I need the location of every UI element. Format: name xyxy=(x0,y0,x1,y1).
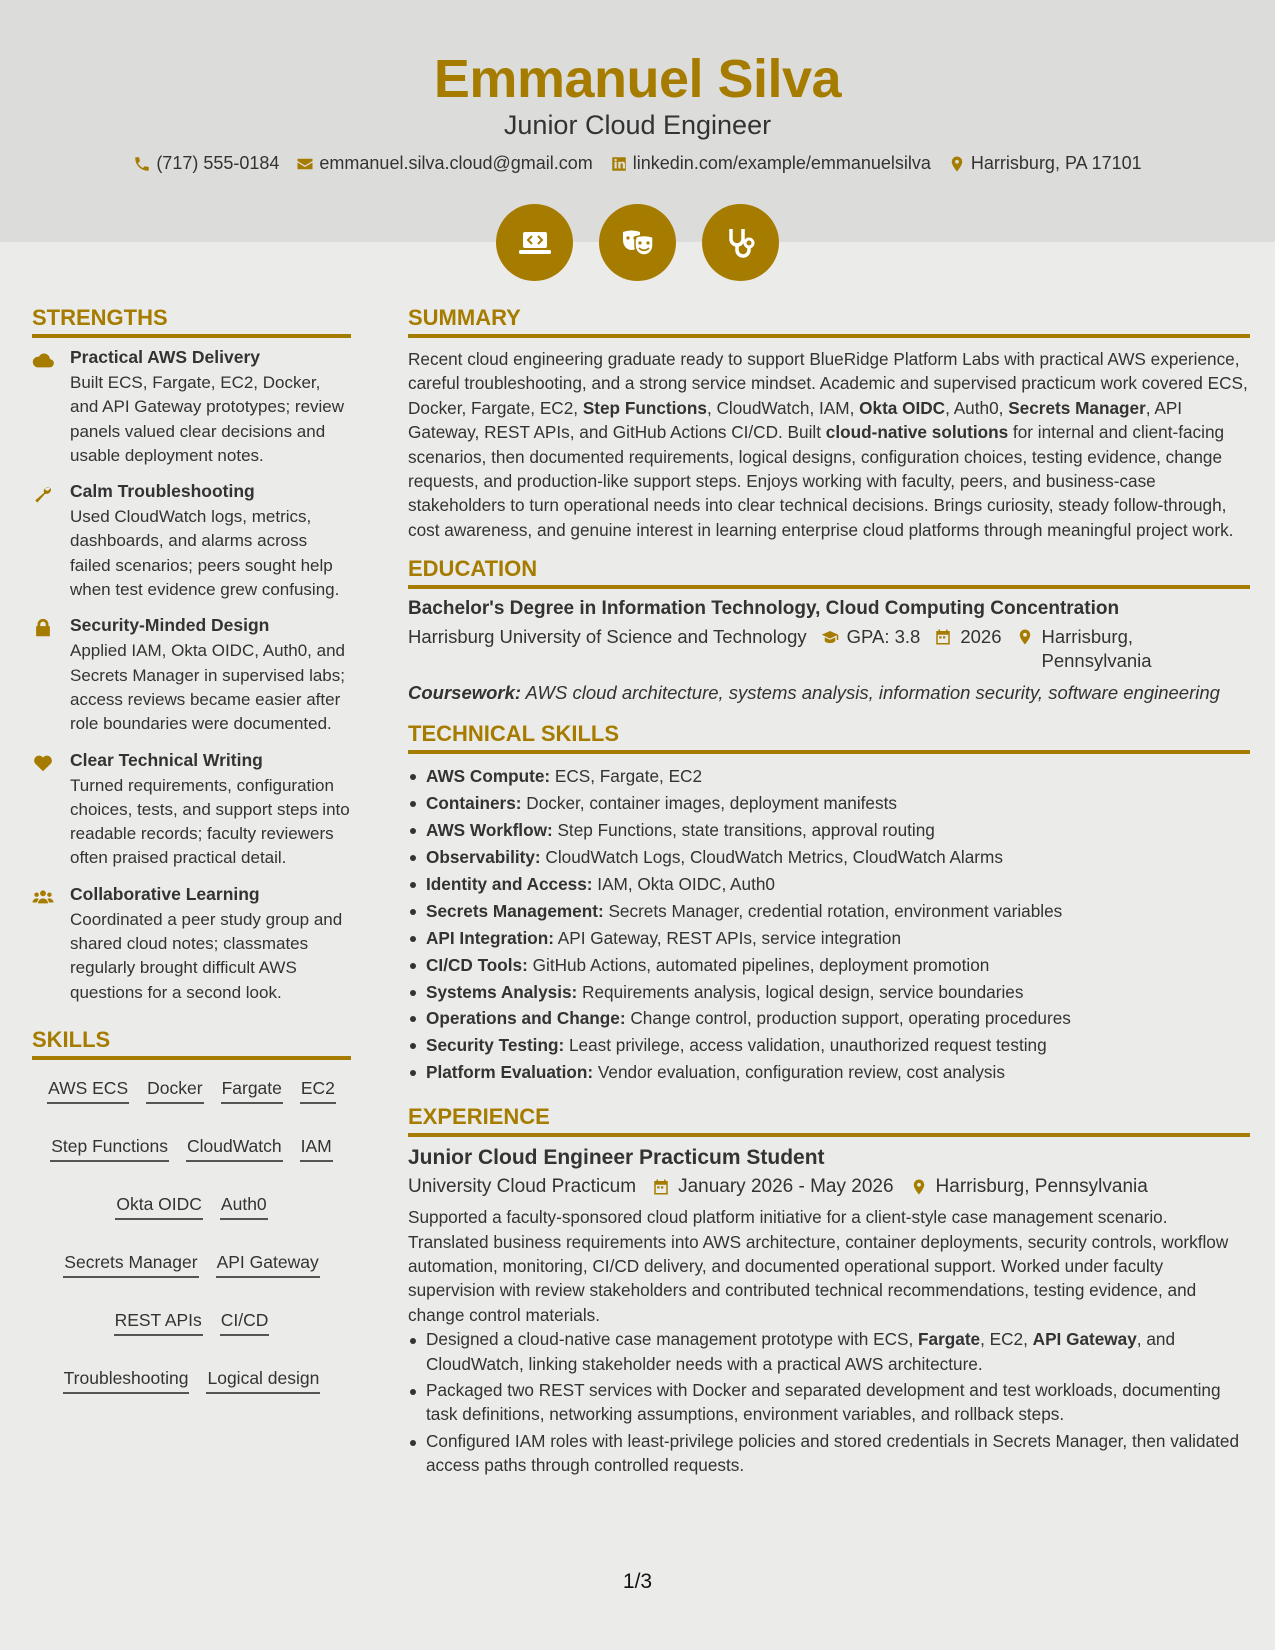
contact-email[interactable] xyxy=(296,153,592,174)
skill-tag: Fargate xyxy=(221,1076,283,1104)
contact-email-text: emmanuel.silva.cloud@gmail.com xyxy=(319,153,593,173)
gpa-text: GPA: 3.8 xyxy=(846,626,921,648)
summary-text xyxy=(408,347,1250,542)
contact-phone-text: (717) 555-0184 xyxy=(156,153,280,173)
skill-tag: IAM xyxy=(300,1134,333,1162)
calendar-icon xyxy=(934,628,952,646)
skill-tag: Step Functions xyxy=(50,1134,169,1162)
bullet-bold: Fargate xyxy=(918,1329,981,1350)
list-item xyxy=(408,925,1250,952)
skills-tags xyxy=(32,1072,351,1398)
skill-tag: Auth0 xyxy=(220,1192,268,1220)
school-location xyxy=(1016,625,1152,673)
list-item xyxy=(408,871,1250,898)
map-pin-icon xyxy=(1016,628,1034,646)
page-indicator: 1/3 xyxy=(622,1570,653,1593)
laptop-code-icon xyxy=(496,204,573,281)
strength-text: Built ECS, Fargate, EC2, Docker, and API Gateway prototypes; review panels valued clear decisions and usable deployment notes. xyxy=(70,373,345,465)
skill-values: API Gateway, REST APIs, service integration xyxy=(557,927,902,948)
candidate-name: Emmanuel Silva xyxy=(433,49,842,109)
strength-item xyxy=(32,481,351,602)
right-column xyxy=(408,305,1250,1480)
skill-tag: AWS ECS xyxy=(47,1076,129,1104)
summary-segment: Recent cloud engineering graduate ready to support BlueRidge Platform Labs with practical AWS experience, careful troubleshooting, and a strong service mindset. Academic and supervised practicum work covered ECS, Docker, Fargate, EC2, xyxy=(408,349,1248,418)
skill-values: Change control, production support, operating procedures xyxy=(630,1008,1071,1029)
summary-segment: , Auth0, xyxy=(945,397,1009,418)
skill-values: Vendor evaluation, configuration review, cost analysis xyxy=(597,1062,1005,1083)
job-dates-text: January 2026 - May 2026 xyxy=(678,1176,894,1198)
skill-values: CloudWatch Logs, CloudWatch Metrics, CloudWatch Alarms xyxy=(545,846,1003,867)
list-item xyxy=(408,1032,1250,1059)
list-item xyxy=(408,763,1250,790)
skill-values: ECS, Fargate, EC2 xyxy=(554,766,703,787)
skill-values: IAM, Okta OIDC, Auth0 xyxy=(597,873,775,894)
contact-location-text: Harrisburg, PA 17101 xyxy=(970,153,1142,173)
summary-bold: Secrets Manager xyxy=(1008,397,1146,418)
coursework-text: AWS cloud architecture, systems analysis, information security, software engineering xyxy=(525,682,1220,704)
technical-skills-list xyxy=(408,763,1250,1086)
bullet-bold: API Gateway xyxy=(1032,1329,1137,1350)
location-line-2: Pennsylvania xyxy=(1041,650,1152,672)
list-item xyxy=(408,1429,1250,1478)
bullet-segment: Configured IAM roles with least-privilege policies and stored credentials in Secrets Manager, then validated access paths through controlled requests. xyxy=(426,1430,1240,1476)
skill-values: Step Functions, state transitions, approval routing xyxy=(557,820,935,841)
map-pin-icon xyxy=(910,1178,928,1196)
left-column xyxy=(32,305,351,1398)
skills-heading: SKILLS xyxy=(32,1027,351,1060)
list-item xyxy=(408,844,1250,871)
strength-title: Calm Troubleshooting xyxy=(70,481,255,502)
theater-masks-icon xyxy=(599,204,676,281)
skill-category: Observability: xyxy=(426,846,541,867)
strength-title: Security-Minded Design xyxy=(70,615,270,636)
list-item xyxy=(408,1005,1250,1032)
skill-values: Docker, container images, deployment manifests xyxy=(526,793,897,814)
summary-bold: cloud-native solutions xyxy=(825,422,1009,443)
skill-values: GitHub Actions, automated pipelines, deployment promotion xyxy=(532,954,990,975)
summary-segment: , CloudWatch, IAM, xyxy=(706,397,860,418)
map-pin-icon xyxy=(948,155,966,173)
graduation-cap-icon xyxy=(821,628,839,646)
lock-icon xyxy=(32,615,56,736)
list-item xyxy=(408,790,1250,817)
summary-bold: Step Functions xyxy=(582,397,707,418)
strength-item xyxy=(32,615,351,736)
calendar-icon xyxy=(652,1178,670,1196)
strength-title: Collaborative Learning xyxy=(70,883,260,904)
skill-category: Security Testing: xyxy=(426,1035,565,1056)
job-org: University Cloud Practicum xyxy=(408,1176,637,1198)
skill-tag: Logical design xyxy=(206,1366,320,1394)
wrench-icon xyxy=(32,481,56,602)
phone-icon xyxy=(133,155,151,173)
skill-category: Systems Analysis: xyxy=(426,981,578,1002)
job-meta xyxy=(408,1176,1250,1198)
list-item xyxy=(408,1327,1250,1376)
interest-badges xyxy=(0,204,1275,281)
strength-item xyxy=(32,750,351,871)
education-heading: EDUCATION xyxy=(408,556,1250,589)
skill-category: Secrets Management: xyxy=(426,900,604,921)
list-item xyxy=(408,979,1250,1006)
list-item xyxy=(408,817,1250,844)
candidate-role: Junior Cloud Engineer xyxy=(503,110,772,140)
summary-heading: SUMMARY xyxy=(408,305,1250,338)
envelope-icon xyxy=(296,155,314,173)
strength-title: Clear Technical Writing xyxy=(70,749,263,770)
skill-category: AWS Compute: xyxy=(426,766,551,787)
strength-text: Used CloudWatch logs, metrics, dashboards, and alarms across failed scenarios; peers sought help when test evidence grew confusing. xyxy=(70,507,340,600)
summary-segment: , API Gateway, REST APIs, and GitHub Actions CI/CD. Built xyxy=(408,397,1183,443)
list-item xyxy=(408,898,1250,925)
strength-text: Turned requirements, configuration choices, tests, and support steps into readable records; faculty reviewers often praised practical detail. xyxy=(70,775,350,868)
contact-location xyxy=(948,153,1142,174)
bullet-segment: Designed a cloud-native case management prototype with ECS, xyxy=(426,1329,919,1350)
list-item xyxy=(408,1059,1250,1086)
skill-values: Least privilege, access validation, unauthorized request testing xyxy=(568,1035,1047,1056)
cloud-icon xyxy=(32,347,56,468)
linkedin-icon xyxy=(610,155,628,173)
skill-category: API Integration: xyxy=(426,927,554,948)
contact-linkedin[interactable] xyxy=(610,153,931,174)
strengths-heading: STRENGTHS xyxy=(32,305,351,338)
experience-heading: EXPERIENCE xyxy=(408,1104,1250,1137)
list-item xyxy=(408,952,1250,979)
job-description: Supported a faculty-sponsored cloud platform initiative for a client-style case management scenario. Translated business requirements into AWS architecture, container deployments, security controls, workflow automation, monitoring, CI/CD delivery, and documented operational support. Worked under faculty supervision with review stakeholders and contributed technical recommendations, testing evidence, and change control materials. xyxy=(408,1207,1229,1325)
contact-bar xyxy=(0,153,1275,174)
job-location xyxy=(910,1176,1148,1198)
skill-category: Containers: xyxy=(426,793,522,814)
job-location-text: Harrisburg, Pennsylvania xyxy=(935,1176,1148,1198)
school-meta xyxy=(408,625,1250,673)
list-item xyxy=(408,1378,1250,1427)
gpa xyxy=(821,625,921,673)
job-bullets xyxy=(408,1327,1250,1477)
skill-values: Secrets Manager, credential rotation, environment variables xyxy=(608,900,1063,921)
skill-category: Operations and Change: xyxy=(426,1008,626,1029)
summary-bold: Okta OIDC xyxy=(859,397,946,418)
skill-values: Requirements analysis, logical design, service boundaries xyxy=(582,981,1024,1002)
grad-year xyxy=(934,625,1001,673)
skill-category: CI/CD Tools: xyxy=(426,954,528,975)
skill-tag: Troubleshooting xyxy=(63,1366,190,1394)
skill-tag: REST APIs xyxy=(114,1308,203,1336)
skill-tag: EC2 xyxy=(300,1076,336,1104)
bullet-segment: , and CloudWatch, linking stakeholder needs with a practical AWS architecture. xyxy=(426,1329,1176,1374)
bullet-segment: Packaged two REST services with Docker and separated development and test workloads, documenting task definitions, networking assumptions, environment variables, and rollback steps. xyxy=(426,1379,1221,1425)
skill-tag: Docker xyxy=(146,1076,203,1104)
coursework xyxy=(408,681,1250,705)
school-location-text xyxy=(1042,625,1152,673)
strength-text: Coordinated a peer study group and shared cloud notes; classmates regularly brought difficult AWS questions for a second look. xyxy=(70,909,343,1002)
strength-text: Applied IAM, Okta OIDC, Auth0, and Secrets Manager in supervised labs; access reviews became easier after role boundaries were documented. xyxy=(70,641,345,734)
strength-title: Practical AWS Delivery xyxy=(70,347,261,367)
stethoscope-icon xyxy=(702,204,779,281)
strength-item xyxy=(32,884,351,1005)
skill-category: Identity and Access: xyxy=(426,873,593,894)
strengths-list xyxy=(32,347,351,1005)
contact-linkedin-text: linkedin.com/example/emmanuelsilva xyxy=(632,153,931,173)
skill-tag: CI/CD xyxy=(220,1308,270,1336)
grad-year-text: 2026 xyxy=(960,626,1002,648)
location-line-1: Harrisburg, xyxy=(1041,626,1133,648)
contact-phone[interactable] xyxy=(133,153,279,174)
degree-title: Bachelor's Degree in Information Technology, Cloud Computing Concentration xyxy=(408,598,1120,620)
strength-item xyxy=(32,347,351,468)
coursework-label: Coursework: xyxy=(408,682,522,704)
job-dates xyxy=(652,1176,893,1198)
skill-tag: CloudWatch xyxy=(186,1134,283,1162)
skill-tag: Secrets Manager xyxy=(63,1250,198,1278)
heart-icon xyxy=(32,750,56,871)
skill-category: Platform Evaluation: xyxy=(426,1062,594,1083)
job-title: Junior Cloud Engineer Practicum Student xyxy=(408,1146,825,1170)
technical-skills-heading: TECHNICAL SKILLS xyxy=(408,721,1250,754)
users-icon xyxy=(32,884,56,1005)
skill-tag: Okta OIDC xyxy=(115,1192,203,1220)
skill-category: AWS Workflow: xyxy=(426,820,553,841)
bullet-segment: , EC2, xyxy=(980,1329,1033,1350)
school-name: Harrisburg University of Science and Technology xyxy=(408,626,807,648)
summary-segment: for internal and client-facing scenarios, then documented requirements, logical designs, configuration choices, testing evidence, change requests, and production-like support steps. Enjoys working with faculty, peers, and business-case stakeholders to turn operational needs into clear technical decisions. Brings curiosity, steady follow-through, cost awareness, and genuine interest in learning enterprise cloud platforms through meaningful project work. xyxy=(408,422,1234,540)
skill-tag: API Gateway xyxy=(216,1250,320,1278)
